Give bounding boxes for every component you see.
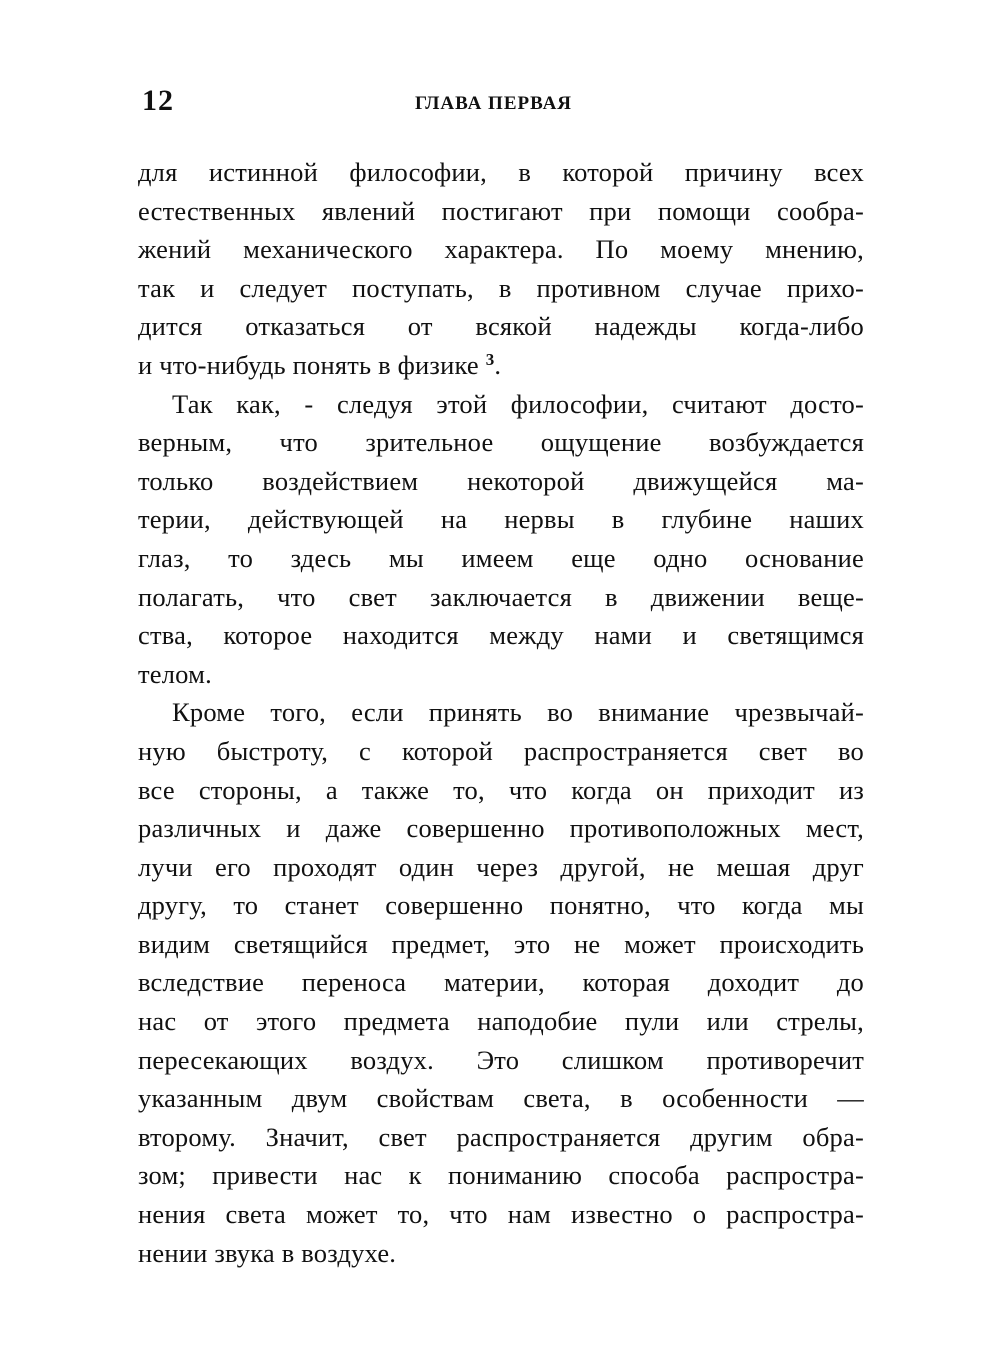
running-title: ГЛАВА ПЕРВАЯ	[415, 93, 573, 114]
text-line: Так как, - следуя этой философии, считают досто-	[172, 388, 864, 419]
body-text	[138, 153, 864, 1272]
page-number: 12	[142, 84, 174, 117]
text-line: видим светящийся предмет, это не может происходить	[138, 928, 864, 959]
text-line: ную быстроту, с которой распространяется свет во	[138, 735, 864, 766]
text-line: указанным двум свойствам света, в особенности —	[138, 1083, 864, 1114]
text-line: нения света может то, что нам известно о распростра-	[138, 1199, 864, 1230]
text-line: глаз, то здесь мы имеем еще одно основание	[138, 542, 864, 573]
text-line: Кроме того, если принять во внимание чрезвычай-	[172, 697, 864, 728]
text-line: нении звука в воздухе.	[138, 1237, 397, 1268]
text-line: полагать, что свет заключается в движении веще-	[138, 581, 864, 612]
text-line: так и следует поступать, в противном случае прихо-	[138, 272, 864, 303]
paragraph	[138, 693, 864, 1272]
page-header	[138, 84, 864, 128]
text-line: жений механического характера. По моему мнению,	[138, 234, 864, 265]
sentence-end: .	[494, 349, 502, 380]
text-line: различных и даже совершенно противоположных мест,	[138, 813, 864, 844]
text-line: второму. Значит, свет распространяется другим обра-	[138, 1121, 864, 1152]
text-line: только воздействием некоторой движущейся ма-	[138, 465, 864, 496]
paragraph	[138, 385, 864, 694]
text-line: все стороны, а также то, что когда он приходит из	[138, 774, 864, 805]
text-line: для истинной философии, в которой причину всех	[138, 157, 864, 187]
text-line-content: и что-нибудь понять в физике	[138, 349, 479, 380]
text-line: дится отказаться от всякой надежды когда-либо	[138, 311, 864, 342]
text-line: телом.	[138, 658, 212, 689]
paragraph	[138, 153, 864, 385]
text-line: верным, что зрительное ощущение возбуждается	[138, 427, 864, 458]
text-line: естественных явлений постигают при помощи сообра-	[138, 195, 864, 226]
footnote-reference: 3	[485, 349, 495, 369]
text-line: вследствие переноса материи, которая доходит до	[138, 967, 864, 998]
text-line: пересекающих воздух. Это слишком противоречит	[138, 1044, 864, 1075]
text-line: нас от этого предмета наподобие пули или стрелы,	[138, 1006, 864, 1037]
text-line: другу, то станет совершенно понятно, что когда мы	[138, 890, 864, 921]
text-line: лучи его проходят один через другой, не мешая друг	[138, 851, 864, 882]
text-line	[138, 346, 864, 385]
text-line: терии, действующей на нервы в глубине наших	[138, 504, 864, 535]
text-line: ства, которое находится между нами и светящимся	[138, 620, 864, 651]
text-line: зом; привести нас к пониманию способа распростра-	[138, 1160, 864, 1191]
